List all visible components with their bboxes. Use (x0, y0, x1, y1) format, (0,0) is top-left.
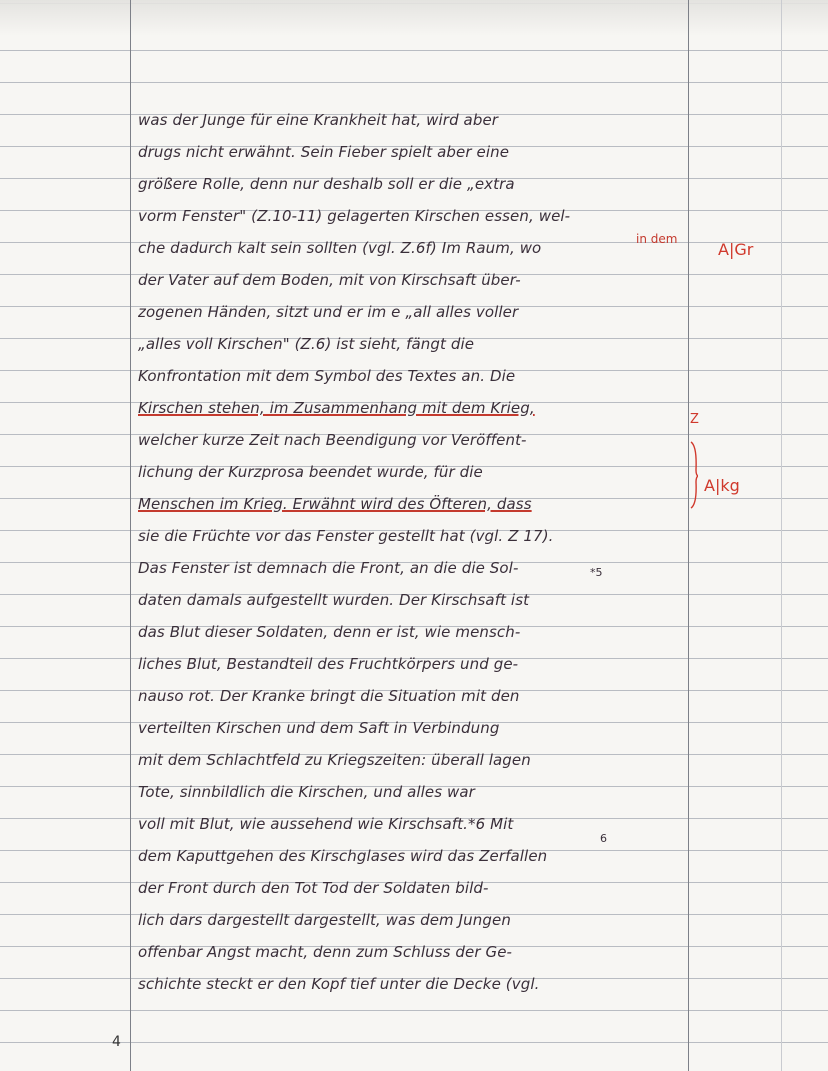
text-line: welcher kurze Zeit nach Beendigung vor Veröffent- (138, 431, 527, 449)
text-line: „alles voll Kirschen" (Z.6) ist sieht, fängt die (138, 335, 475, 353)
text-line: was der Junge für eine Krankheit hat, wird aber (138, 111, 499, 129)
margin-correction-mark: Z (690, 412, 699, 427)
page-shadow (0, 0, 828, 36)
left-margin-line (130, 0, 131, 1071)
text-line: offenbar Angst macht, denn zum Schluss der Ge- (138, 943, 513, 961)
text-line: che dadurch kalt sein sollten (vgl. Z.6f) Im Raum, wo (138, 239, 542, 257)
bracket-mark (690, 440, 698, 510)
text-line: das Blut dieser Soldaten, denn er ist, wie mensch- (138, 623, 521, 641)
text-line-underlined: Menschen im Krieg. Erwähnt wird des Öfteren, dass (138, 495, 532, 513)
text-line-underlined: Kirschen stehen, im Zusammenhang mit dem Krieg, (138, 399, 535, 417)
text-line: mit dem Schlachtfeld zu Kriegszeiten: überall lagen (138, 751, 531, 769)
text-line: Konfrontation mit dem Symbol des Textes an. Die (138, 367, 516, 385)
text-line: liches Blut, Bestandteil des Fruchtkörpers und ge- (138, 655, 519, 673)
margin-correction-mark: A|kg (704, 476, 740, 495)
text-line: nauso rot. Der Kranke bringt die Situation mit den (138, 687, 520, 705)
page-number: 4 (112, 1034, 121, 1050)
margin-correction-mark: A|Gr (718, 240, 754, 259)
text-line: lichung der Kurzprosa beendet wurde, für die (138, 463, 483, 481)
correction-insert: in dem (636, 232, 678, 246)
footnote-star-mark: *5 (590, 566, 603, 579)
text-line: Tote, sinnbildlich die Kirschen, und alles war (138, 783, 475, 801)
text-line: der Vater auf dem Boden, mit von Kirschsaft über- (138, 271, 521, 289)
text-line: verteilten Kirschen und dem Saft in Verbindung (138, 719, 500, 737)
footnote-star-mark: 6 (600, 832, 607, 845)
text-line: zogenen Händen, sitzt und er im e „all alles voller (138, 303, 519, 321)
text-line: größere Rolle, denn nur deshalb soll er die „extra (138, 175, 515, 193)
text-line: der Front durch den Tot Tod der Soldaten bild- (138, 879, 489, 897)
text-line: voll mit Blut, wie aussehend wie Kirschsaft.*6 Mit (138, 815, 514, 833)
text-line: schichte steckt er den Kopf tief unter die Decke (vgl. (138, 975, 540, 993)
text-line: lich dars dargestellt dargestellt, was dem Jungen (138, 911, 511, 929)
text-line: daten damals aufgestellt wurden. Der Kirschsaft ist (138, 591, 530, 609)
outer-margin-line (781, 0, 782, 1071)
text-line: vorm Fenster" (Z.10-11) gelagerten Kirschen essen, wel- (138, 207, 571, 225)
handwritten-text (138, 104, 693, 1000)
text-line: Das Fenster ist demnach die Front, an die die Sol- (138, 559, 519, 577)
text-line: drugs nicht erwähnt. Sein Fieber spielt aber eine (138, 143, 510, 161)
text-line: sie die Früchte vor das Fenster gestellt hat (vgl. Z 17). (138, 527, 554, 545)
text-line: dem Kaputtgehen des Kirschglases wird das Zerfallen (138, 847, 548, 865)
